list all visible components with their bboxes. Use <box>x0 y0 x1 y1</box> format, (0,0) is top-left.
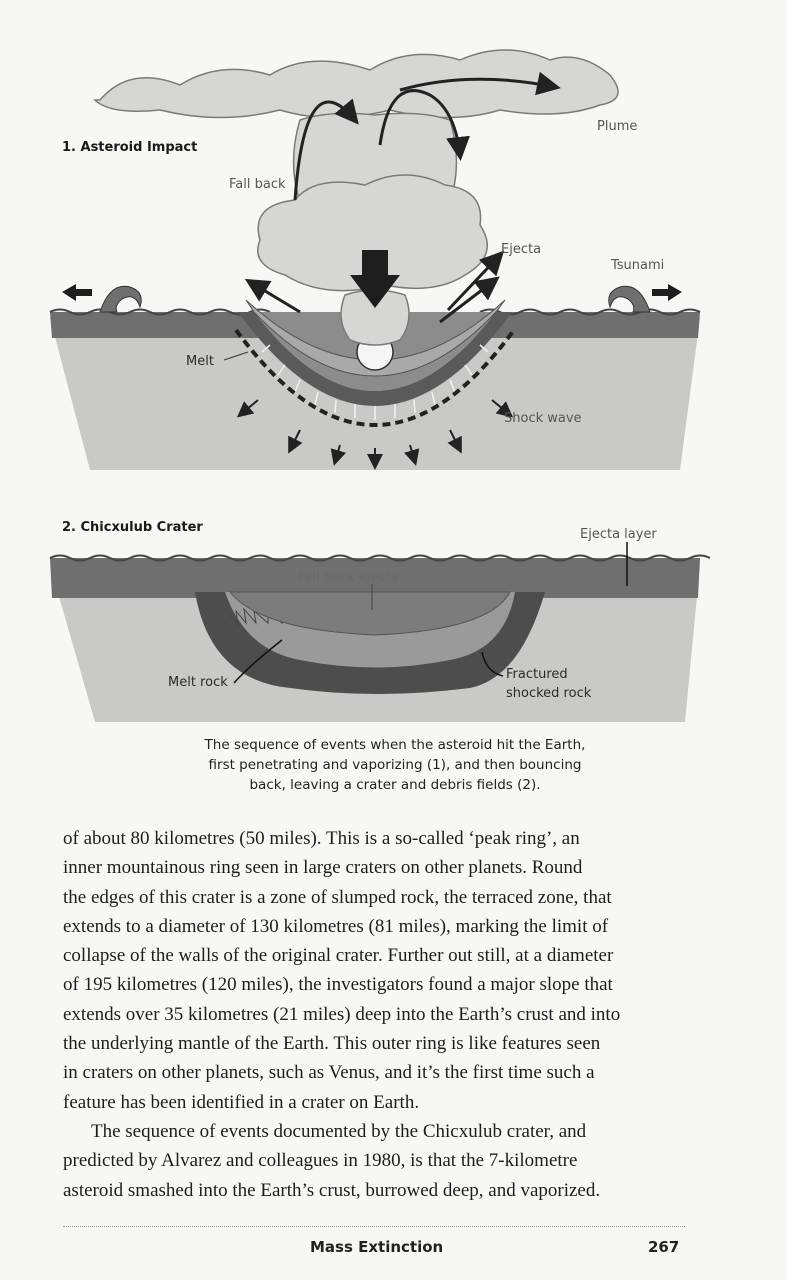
text-line: asteroid smashed into the Earth’s crust, burrowed deep, and vaporized. <box>63 1179 601 1201</box>
panel1-title: 1. Asteroid Impact <box>62 140 198 155</box>
text-line: inner mountainous ring seen in large craters on other planets. Round <box>63 857 583 879</box>
label-melt: Melt <box>186 354 214 369</box>
caption-line: The sequence of events when the asteroid hit the Earth, <box>204 737 586 753</box>
text-line: collapse of the walls of the original crater. Further out still, at a diameter <box>63 945 614 967</box>
label-tsunami: Tsunami <box>611 258 665 273</box>
caption-line: back, leaving a crater and debris fields (2). <box>249 777 541 793</box>
text-line: the underlying mantle of the Earth. This outer ring is like features seen <box>63 1033 601 1055</box>
label-shock-wave: Shock wave <box>504 411 582 426</box>
text-line: feature has been identified in a crater on Earth. <box>63 1091 420 1113</box>
text-line: extends to a diameter of 130 kilometres (81 miles), marking the limit of <box>63 915 609 937</box>
caption-line: first penetrating and vaporizing (1), and then bouncing <box>208 757 582 773</box>
label-plume: Plume <box>597 119 638 134</box>
tsunami-wave-left <box>100 286 141 312</box>
label-shocked-rock: shocked rock <box>506 686 592 701</box>
label-fractured: Fractured <box>506 667 568 682</box>
text-line: The sequence of events documented by the Chicxulub crater, and <box>91 1120 587 1142</box>
label-ejecta: Ejecta <box>501 242 542 257</box>
text-line: the edges of this crater is a zone of slumped rock, the terraced zone, that <box>63 886 612 908</box>
paragraph-1 <box>63 824 703 1117</box>
page-number: 267 <box>648 1238 680 1256</box>
paragraph-2 <box>63 1117 703 1205</box>
running-footer-title: Mass Extinction <box>310 1238 444 1256</box>
text-line: extends over 35 kilometres (21 miles) deep into the Earth’s crust and into <box>63 1003 621 1025</box>
label-melt-rock: Melt rock <box>168 675 228 690</box>
label-fall-back-ejecta: Fall back ejecta <box>298 570 399 585</box>
text-line: predicted by Alvarez and colleagues in 1980, is that the 7-kilometre <box>63 1150 578 1172</box>
label-ejecta-layer: Ejecta layer <box>580 527 657 542</box>
text-line: in craters on other planets, such as Venus, and it’s the first time such a <box>63 1062 595 1084</box>
figure-caption <box>150 735 640 795</box>
tsunami-arrow-right <box>652 284 682 301</box>
text-line: of 195 kilometres (120 miles), the investigators found a major slope that <box>63 974 613 996</box>
footer-divider <box>63 1226 685 1227</box>
label-fall-back: Fall back <box>229 177 286 192</box>
text-line: of about 80 kilometres (50 miles). This is a so-called ‘peak ring’, an <box>63 828 580 849</box>
panel-asteroid-impact <box>50 50 700 470</box>
tsunami-wave-right <box>609 286 650 312</box>
body-text <box>63 824 703 1205</box>
panel2-title: 2. Chicxulub Crater <box>62 520 203 535</box>
tsunami-arrow-left <box>62 284 92 301</box>
panel-chicxulub-crater <box>50 520 710 722</box>
plume-cloud <box>95 50 618 345</box>
